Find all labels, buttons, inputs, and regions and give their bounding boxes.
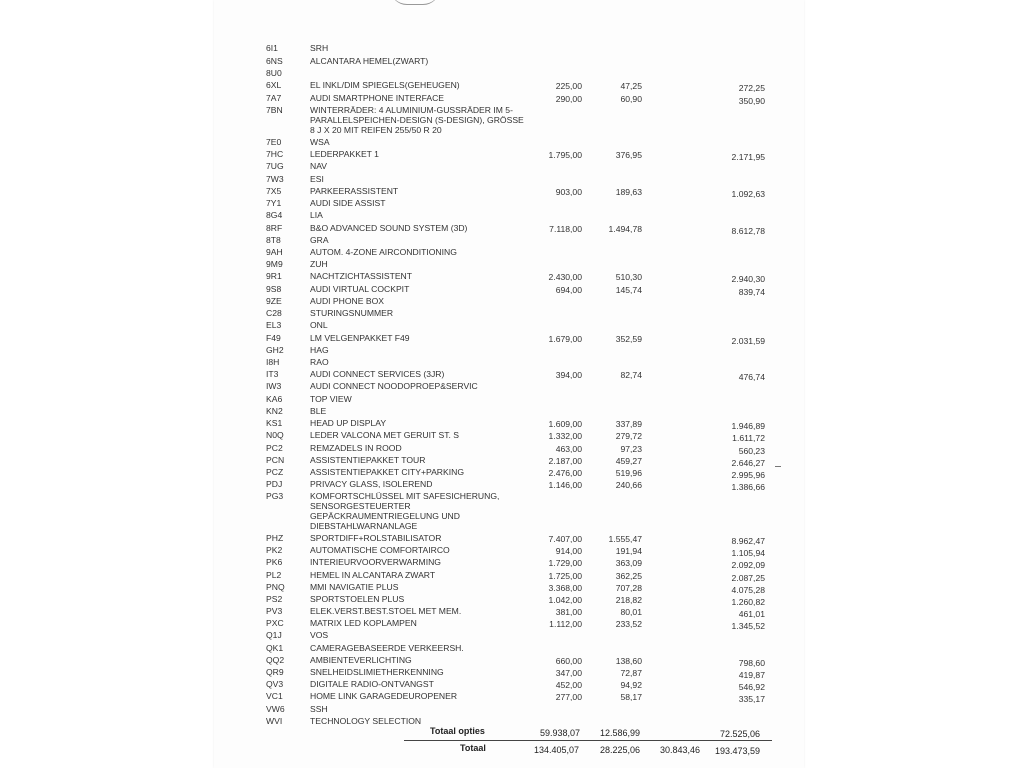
option-code: PK6 [266,557,283,567]
option-description: AUTOMATISCHE COMFORTAIRCO [310,545,450,555]
option-code: PCZ [266,467,284,477]
option-code: 8G4 [266,210,283,220]
option-code: QV3 [266,679,284,689]
option-code: F49 [266,333,281,343]
options-total-v2: 12.586,99 [599,728,640,738]
options-total-label: Totaal opties [430,726,485,736]
option-vat: 1.494,78 [608,224,642,234]
option-total: 2.087,25 [731,573,765,583]
option-total: 350,90 [738,96,765,106]
option-price: 1.146,00 [548,480,582,490]
option-description: SSH [310,704,328,714]
option-price: 381,00 [555,607,582,617]
option-code: 8RF [266,223,283,233]
option-price: 2.187,00 [548,456,582,466]
option-price: 1.725,00 [548,571,582,581]
option-vat: 362,25 [615,571,642,581]
option-description: LIA [310,210,323,220]
option-vat: 352,59 [615,334,642,344]
option-description: ASSISTENTIEPAKKET TOUR [310,455,426,465]
option-price: 7.118,00 [549,224,582,234]
option-price: 914,00 [555,546,582,556]
option-code: QQ2 [266,655,285,665]
option-price: 1.042,00 [548,595,582,605]
option-total: 272,25 [738,83,765,93]
option-total: 2.940,30 [731,274,765,284]
option-total: 1.260,82 [731,597,765,607]
option-code: IT3 [266,369,279,379]
margin-mark [775,466,781,467]
option-vat: 510,30 [615,272,642,282]
option-description: AUDI PHONE BOX [310,296,385,306]
option-description: HOME LINK GARAGEDEUROPENER [310,691,458,701]
option-vat: 191,94 [615,546,642,556]
option-total: 4.075,28 [731,585,765,595]
option-code: GH2 [266,345,284,355]
option-price: 1.679,00 [548,334,582,344]
option-vat: 94,92 [620,680,642,690]
option-description: HAG [310,345,329,355]
option-description: AMBIENTEVERLICHTING [310,655,412,665]
option-description: CAMERAGEBASEERDE VERKEERSH. [310,643,464,653]
option-description: NACHTZICHTASSISTENT [310,271,413,281]
option-total: 2.995,96 [731,470,765,480]
option-description: MMI NAVIGATIE PLUS [310,582,399,592]
option-vat: 189,63 [615,187,642,197]
option-price: 277,00 [555,692,582,702]
option-code: 7W3 [266,174,284,184]
option-description: ZUH [310,259,328,269]
option-description: EL INKL/DIM SPIEGELS(GEHEUGEN) [310,80,460,90]
option-vat: 376,95 [615,150,642,160]
option-code: 6NS [266,56,283,66]
grand-total-label: Totaal [460,743,486,753]
option-total: 1.386,66 [731,482,765,492]
option-description: WINTERRÄDER: 4 ALUMINIUM-GUSSRÄDER IM 5-PARALLELSPEICHEN-DESIGN (S-DESIGN), GRÖSSE 8 J X 20 MIT REIFEN 255/50 R 20 [310,105,524,135]
option-description: BLE [310,406,327,416]
option-total: 2.646,27 [731,458,765,468]
option-code: I8H [266,357,280,367]
option-description: HEAD UP DISPLAY [310,418,387,428]
option-vat: 519,96 [615,468,642,478]
option-vat: 58,17 [620,692,642,702]
option-description: AUDI SIDE ASSIST [310,198,386,208]
option-description: LM VELGENPAKKET F49 [310,333,410,343]
option-code: PC2 [266,443,283,453]
option-description: B&O ADVANCED SOUND SYSTEM (3D) [310,223,468,233]
option-price: 1.112,00 [549,619,582,629]
option-description: AUDI CONNECT SERVICES (3JR) [310,369,445,379]
grand-total-v4: 193.473,59 [714,746,760,756]
option-vat: 707,28 [615,583,642,593]
option-vat: 97,23 [620,444,642,454]
option-code: 7Y1 [266,198,282,208]
option-description: ELEK.VERST.BEST.STOEL MET MEM. [310,606,462,616]
option-price: 463,00 [555,444,582,454]
option-description: PRIVACY GLASS, ISOLEREND [310,479,433,489]
option-code: PK2 [266,545,283,555]
option-total: 1.105,94 [731,548,765,558]
option-description: RAO [310,357,329,367]
option-price: 7.407,00 [548,534,582,544]
option-vat: 145,74 [615,285,642,295]
option-code: PCN [266,455,285,465]
option-total: 8.962,47 [731,536,765,546]
totals-divider [404,740,772,741]
option-description: SPORTSTOELEN PLUS [310,594,405,604]
option-total: 1.946,89 [731,421,765,431]
option-description: ESI [310,174,324,184]
option-vat: 279,72 [615,431,642,441]
option-vat: 363,09 [615,558,642,568]
option-price: 347,00 [555,668,582,678]
option-total: 8.612,78 [731,226,765,236]
option-code: PG3 [266,491,284,501]
option-total: 560,23 [738,446,765,456]
option-code: QR9 [266,667,284,677]
option-description: SPORTDIFF+ROLSTABILISATOR [310,533,442,543]
option-code: 9M9 [266,259,283,269]
option-description: TOP VIEW [310,394,352,404]
option-total: 1.611,72 [732,433,765,443]
option-code: PDJ [266,479,283,489]
option-code: PV3 [266,606,283,616]
option-code: C28 [266,308,282,318]
option-vat: 72,87 [620,668,642,678]
grand-total-v1: 134.405,07 [533,745,579,755]
option-price: 225,00 [555,81,582,91]
option-description: NAV [310,161,328,171]
option-code: PNQ [266,582,285,592]
option-total: 546,92 [738,682,765,692]
options-total-v1: 59.938,07 [539,728,580,738]
option-vat: 233,52 [615,619,642,629]
option-description: KOMFORTSCHLÜSSEL MIT SAFESICHERUNG, SENSORGESTEUERTER GEPÄCKRAUMENTRIEGELUNG UND DIEBSTAHLWARNANLAGE [310,491,500,531]
option-code: IW3 [266,381,282,391]
option-description: PARKEERASSISTENT [310,186,399,196]
option-code: 6XL [266,80,282,90]
option-description: ASSISTENTIEPAKKET CITY+PARKING [310,467,465,477]
option-description: GRA [310,235,329,245]
option-code: VC1 [266,691,283,701]
option-vat: 82,74 [620,370,642,380]
option-code: 9S8 [266,284,282,294]
option-price: 394,00 [555,370,582,380]
option-price: 1.609,00 [548,419,582,429]
option-price: 903,00 [555,187,582,197]
option-vat: 47,25 [620,81,642,91]
option-total: 798,60 [738,658,765,668]
option-code: PHZ [266,533,284,543]
option-code: 9ZE [266,296,282,306]
option-total: 419,87 [738,670,765,680]
option-code: 7HC [266,149,284,159]
grand-total-v3: 30.843,46 [659,745,700,755]
option-description: AUTOM. 4-ZONE AIRCONDITIONING [310,247,457,257]
option-code: PS2 [266,594,283,604]
option-description: TECHNOLOGY SELECTION [310,716,422,726]
option-total: 476,74 [738,372,765,382]
option-total: 461,01 [738,609,765,619]
option-vat: 1.555,47 [608,534,642,544]
option-total: 335,17 [738,694,765,704]
option-description: VOS [310,630,329,640]
option-code: KN2 [266,406,283,416]
option-code: VW6 [266,704,285,714]
option-description: INTERIEURVOORVERWARMING [310,557,441,567]
option-price: 660,00 [555,656,582,666]
options-total-v3: 72.525,06 [719,729,760,739]
option-price: 2.476,00 [548,468,582,478]
option-description: ALCANTARA HEMEL(ZWART) [310,56,429,66]
option-code: KS1 [266,418,283,428]
option-code: 8T8 [266,235,281,245]
option-vat: 138,60 [615,656,642,666]
option-code: 7X5 [266,186,282,196]
option-total: 1.092,63 [731,189,765,199]
option-code: 7E0 [266,137,282,147]
option-code: PL2 [266,570,282,580]
option-description: REMZADELS IN ROOD [310,443,402,453]
option-vat: 240,66 [615,480,642,490]
grand-total-v2: 28.225,06 [599,745,640,755]
option-code: KA6 [266,394,283,404]
option-total: 2.171,95 [731,152,765,162]
option-description: HEMEL IN ALCANTARA ZWART [310,570,436,580]
option-price: 3.368,00 [548,583,582,593]
option-code: 9R1 [266,271,282,281]
option-description: LEDER VALCONA MET GERUIT ST. S [310,430,459,440]
option-total: 839,74 [738,287,765,297]
option-code: Q1J [266,630,282,640]
option-code: 6I1 [266,43,278,53]
option-description: AUDI SMARTPHONE INTERFACE [310,93,445,103]
option-description: AUDI CONNECT NOODOPROEP&SERVIC [310,381,478,391]
option-description: MATRIX LED KOPLAMPEN [310,618,417,628]
option-price: 1.332,00 [548,431,582,441]
option-description: STURINGSNUMMER [310,308,394,318]
option-price: 1.729,00 [548,558,582,568]
option-price: 1.795,00 [548,150,582,160]
option-price: 290,00 [555,94,582,104]
option-price: 2.430,00 [548,272,582,282]
option-description: SNELHEIDSLIMIETHERKENNING [310,667,444,677]
option-vat: 459,27 [615,456,642,466]
option-description: DIGITALE RADIO-ONTVANGST [310,679,434,689]
option-code: WVI [266,716,283,726]
option-code: 9AH [266,247,283,257]
option-vat: 337,89 [615,419,642,429]
option-code: N0Q [266,430,284,440]
option-code: 7A7 [266,93,282,103]
option-code: QK1 [266,643,284,653]
option-code: 8U0 [266,68,282,78]
option-code: PXC [266,618,284,628]
option-description: SRH [310,43,329,53]
option-vat: 60,90 [620,94,642,104]
option-total: 2.092,09 [731,560,765,570]
option-description: ONL [310,320,328,330]
option-code: 7UG [266,161,284,171]
option-code: EL3 [266,320,282,330]
option-vat: 80,01 [620,607,642,617]
option-code: 7BN [266,105,283,115]
option-total: 2.031,59 [731,336,765,346]
option-price: 694,00 [555,285,582,295]
option-description: LEDERPAKKET 1 [310,149,379,159]
option-description: WSA [310,137,330,147]
option-vat: 218,82 [615,595,642,605]
option-description: AUDI VIRTUAL COCKPIT [310,284,410,294]
option-total: 1.345,52 [731,621,765,631]
option-price: 452,00 [555,680,582,690]
